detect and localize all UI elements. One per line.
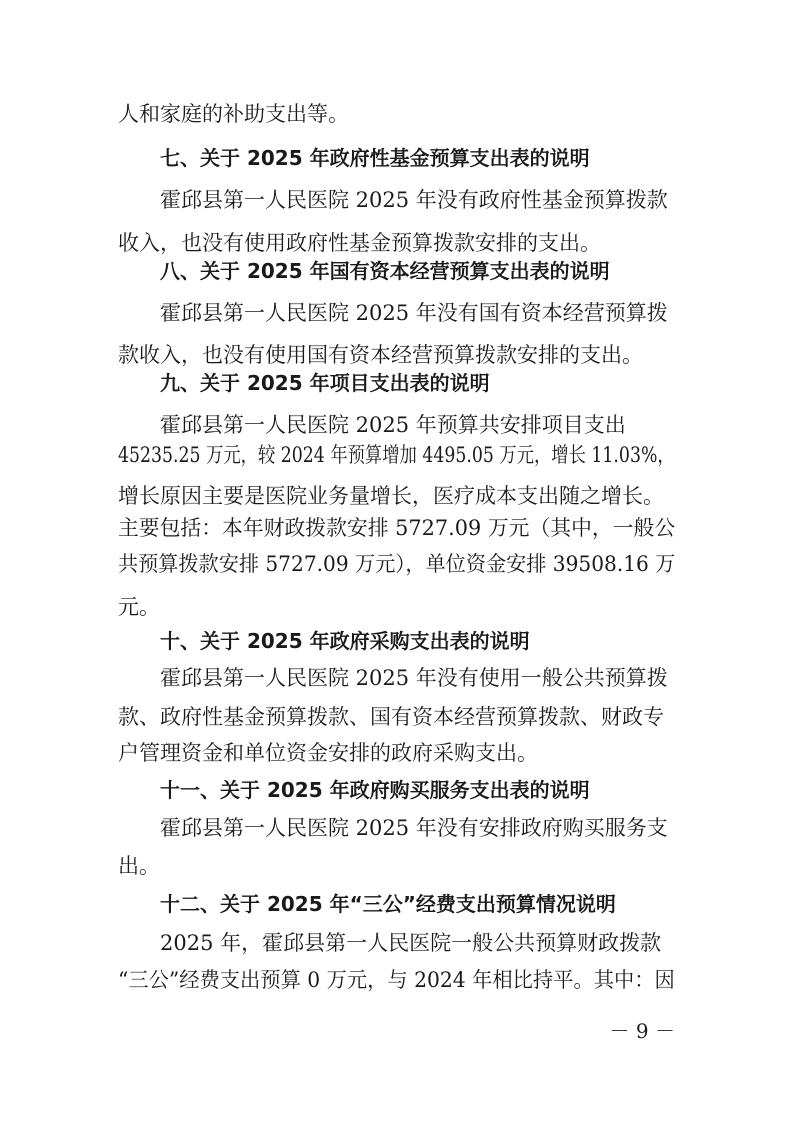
section-heading-11: 十一、关于 2025 年政府购买服务支出表的说明 — [160, 778, 590, 802]
section-heading-7: 七、关于 2025 年政府性基金预算支出表的说明 — [160, 146, 590, 170]
section-heading-12: 十二、关于 2025 年“三公”经费支出预算情况说明 — [160, 892, 616, 916]
body-text-line: 款、政府性基金预算拨款、国有资本经营预算拨款、财政专 — [118, 705, 664, 729]
body-text-line: 2025 年，霍邱县第一人民医院一般公共预算财政拨款 — [160, 931, 662, 955]
body-text-line: 收入，也没有使用政府性基金预算拨款安排的支出。 — [118, 231, 601, 255]
body-text-line: 出。 — [118, 854, 160, 878]
body-text-line: 霍邱县第一人民医院 2025 年没有政府性基金预算拨款 — [160, 188, 668, 212]
body-text-line: 元。 — [118, 595, 160, 619]
section-heading-9: 九、关于 2025 年项目支出表的说明 — [160, 371, 490, 395]
body-text-line: 主要包括：本年财政拨款安排 5727.09 万元（其中，一般公 — [118, 516, 676, 540]
body-text-line: 人和家庭的补助支出等。 — [118, 102, 349, 126]
page-number: － 9 － — [609, 1019, 675, 1043]
body-text-line: “三公”经费支出预算 0 万元，与 2024 年相比持平。其中：因 — [118, 968, 675, 992]
section-heading-8: 八、关于 2025 年国有资本经营预算支出表的说明 — [160, 259, 610, 283]
body-text-line: 霍邱县第一人民医院 2025 年预算共安排项目支出 — [160, 413, 626, 437]
body-text-line: 霍邱县第一人民医院 2025 年没有使用一般公共预算拨 — [160, 666, 668, 690]
body-text-line: 霍邱县第一人民医院 2025 年没有国有资本经营预算拨 — [160, 301, 668, 325]
body-text-line: 户管理资金和单位资金安排的政府采购支出。 — [118, 741, 538, 765]
body-text-line: 增长原因主要是医院业务量增长，医疗成本支出随之增长。 — [118, 484, 664, 508]
body-text-line: 共预算拨款安排 5727.09 万元），单位资金安排 39508.16 万 — [118, 552, 676, 576]
body-text-line: 霍邱县第一人民医院 2025 年没有安排政府购买服务支 — [160, 816, 668, 840]
body-text-line: 款收入，也没有使用国有资本经营预算拨款安排的支出。 — [118, 343, 643, 367]
body-text-line: 45235.25 万元，较 2024 年预算增加 4495.05 万元，增长 11.03%， — [118, 443, 675, 467]
section-heading-10: 十、关于 2025 年政府采购支出表的说明 — [160, 629, 530, 653]
